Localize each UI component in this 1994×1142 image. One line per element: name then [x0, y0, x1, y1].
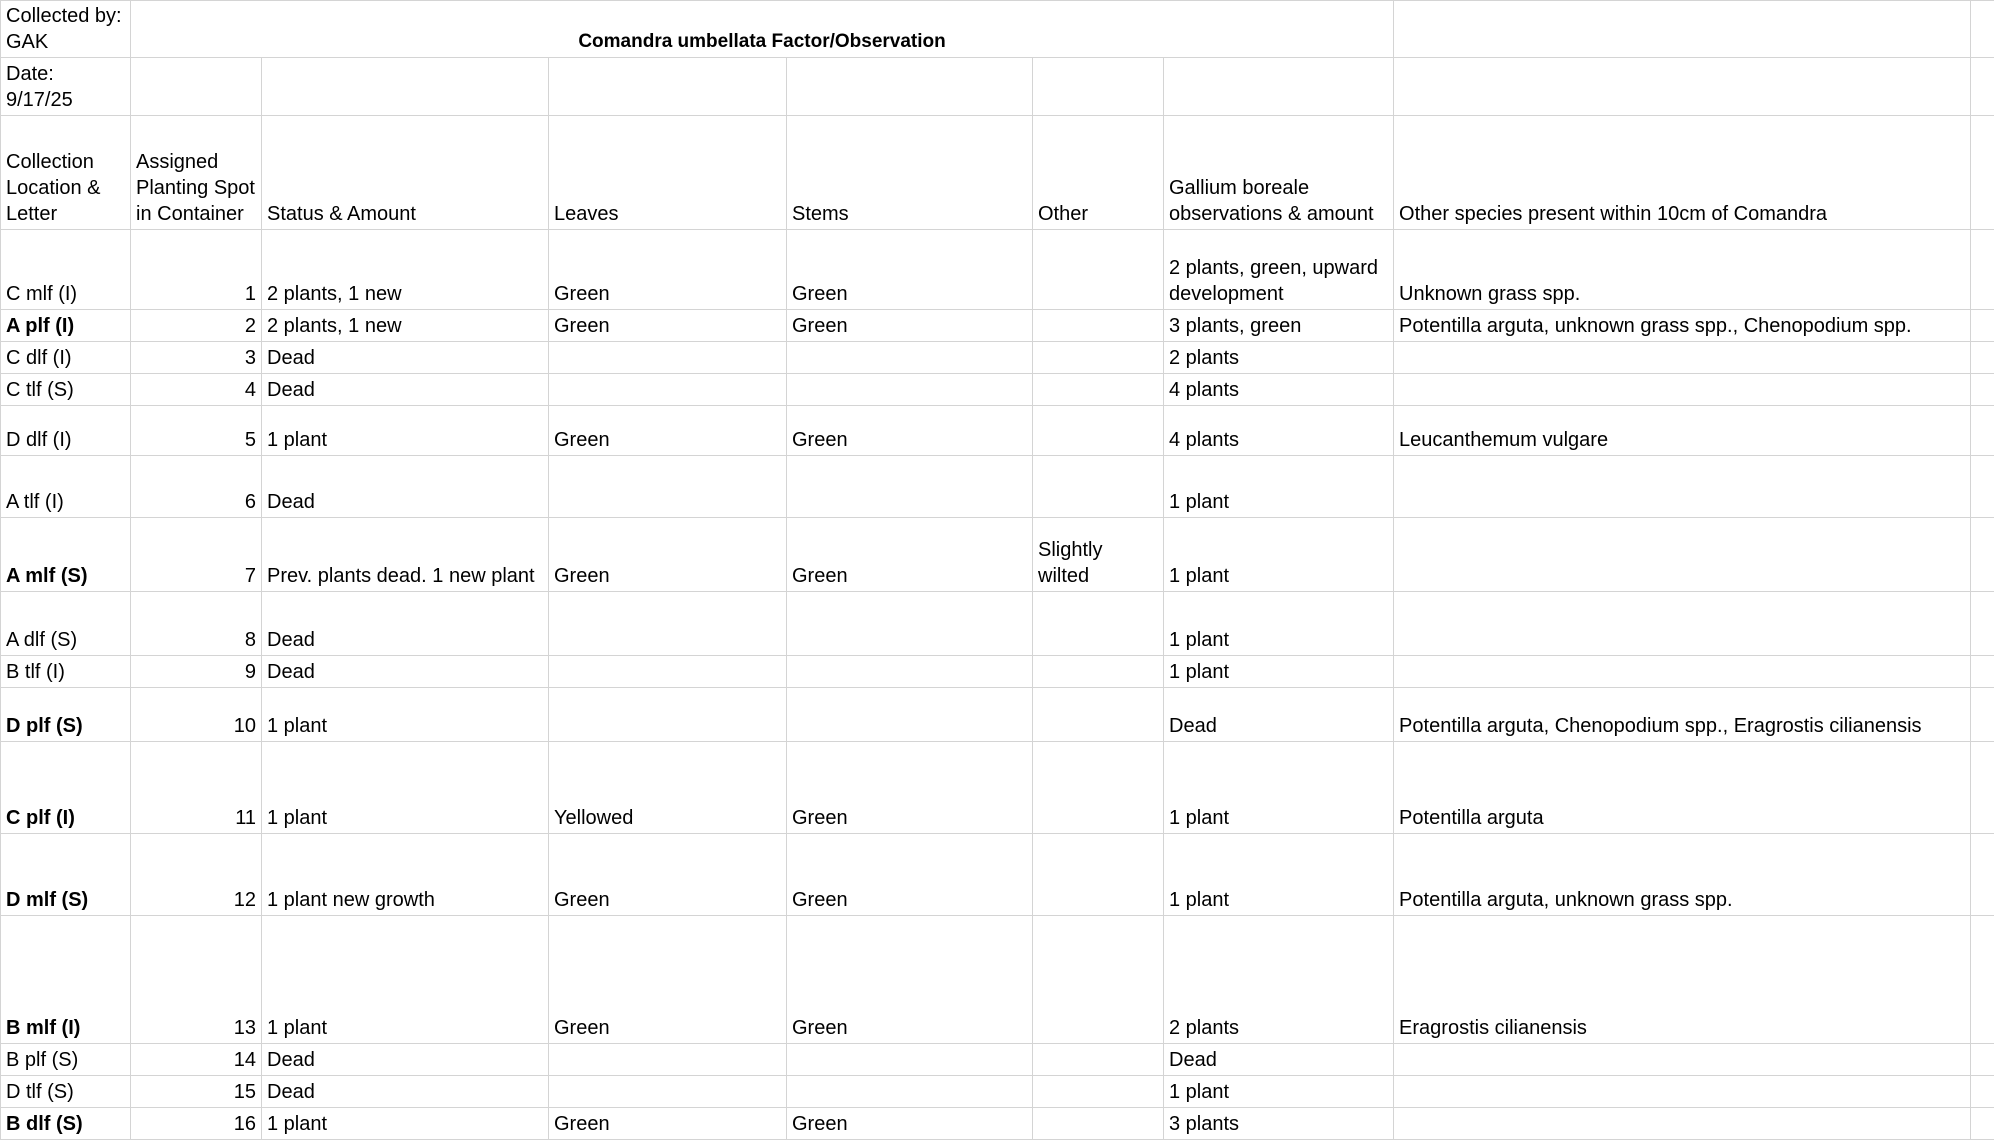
cell-leaves[interactable]: Green — [549, 310, 787, 342]
cell-status[interactable]: 1 plant — [262, 742, 549, 834]
cell-stems[interactable]: Green — [787, 916, 1033, 1044]
cell-stems[interactable]: Green — [787, 406, 1033, 456]
cell-spot[interactable]: 12 — [131, 834, 262, 916]
empty-cell[interactable] — [1971, 374, 1994, 406]
table-row — [1, 518, 1994, 592]
cell-stems[interactable] — [787, 1076, 1033, 1108]
header-stems[interactable]: Stems — [787, 116, 1033, 230]
cell-status[interactable]: Dead — [262, 456, 549, 518]
cell-location[interactable]: D tlf (S) — [1, 1076, 131, 1108]
empty-cell[interactable] — [1971, 1044, 1994, 1076]
cell-other[interactable] — [1033, 230, 1164, 310]
empty-cell[interactable] — [1971, 310, 1994, 342]
cell-status[interactable]: Dead — [262, 1044, 549, 1076]
cell-other[interactable] — [1033, 456, 1164, 518]
cell-stems[interactable] — [787, 1044, 1033, 1076]
cell-gallium[interactable]: 1 plant — [1164, 456, 1394, 518]
empty-cell[interactable] — [1164, 58, 1394, 116]
cell-leaves[interactable] — [549, 1076, 787, 1108]
cell-location[interactable]: D plf (S) — [1, 688, 131, 742]
cell-species[interactable] — [1394, 374, 1971, 406]
cell-stems[interactable]: Green — [787, 310, 1033, 342]
cell-species[interactable]: Unknown grass spp. — [1394, 230, 1971, 310]
cell-gallium[interactable]: 2 plants — [1164, 342, 1394, 374]
cell-location[interactable]: D dlf (I) — [1, 406, 131, 456]
empty-cell[interactable] — [1971, 1, 1994, 58]
empty-cell[interactable] — [1971, 592, 1994, 656]
cell-species[interactable]: Potentilla arguta, Chenopodium spp., Eragrostis cilianensis — [1394, 688, 1971, 742]
cell-spot[interactable]: 14 — [131, 1044, 262, 1076]
cell-stems[interactable] — [787, 656, 1033, 688]
table-row — [1, 342, 1994, 374]
cell-species[interactable] — [1394, 656, 1971, 688]
cell-status[interactable]: Dead — [262, 656, 549, 688]
header-other[interactable]: Other — [1033, 116, 1164, 230]
table-row — [1, 374, 1994, 406]
cell-other[interactable] — [1033, 688, 1164, 742]
cell-gallium[interactable]: 1 plant — [1164, 1076, 1394, 1108]
cell-stems[interactable]: Green — [787, 742, 1033, 834]
cell-leaves[interactable] — [549, 1044, 787, 1076]
cell-stems[interactable]: Green — [787, 230, 1033, 310]
cell-status[interactable]: Prev. plants dead. 1 new plant — [262, 518, 549, 592]
cell-other[interactable] — [1033, 406, 1164, 456]
cell-status[interactable]: 2 plants, 1 new — [262, 230, 549, 310]
cell-leaves[interactable] — [549, 342, 787, 374]
cell-location[interactable]: A mlf (S) — [1, 518, 131, 592]
cell-species[interactable]: Eragrostis cilianensis — [1394, 916, 1971, 1044]
header-species[interactable]: Other species present within 10cm of Comandra — [1394, 116, 1971, 230]
cell-gallium[interactable]: 4 plants — [1164, 406, 1394, 456]
cell-leaves[interactable] — [549, 592, 787, 656]
empty-cell[interactable] — [1971, 518, 1994, 592]
cell-spot[interactable]: 15 — [131, 1076, 262, 1108]
cell-spot[interactable]: 11 — [131, 742, 262, 834]
cell-stems[interactable]: Green — [787, 518, 1033, 592]
cell-location[interactable]: B mlf (I) — [1, 916, 131, 1044]
cell-leaves[interactable] — [549, 656, 787, 688]
empty-cell[interactable] — [131, 58, 262, 116]
cell-status[interactable]: 1 plant new growth — [262, 834, 549, 916]
table-row — [1, 1076, 1994, 1108]
cell-stems[interactable] — [787, 592, 1033, 656]
cell-stems[interactable] — [787, 456, 1033, 518]
cell-gallium[interactable]: 1 plant — [1164, 834, 1394, 916]
cell-status[interactable]: 1 plant — [262, 406, 549, 456]
cell-stems[interactable] — [787, 688, 1033, 742]
table-row — [1, 656, 1994, 688]
empty-cell[interactable] — [1971, 406, 1994, 456]
cell-other[interactable] — [1033, 916, 1164, 1044]
cell-other[interactable] — [1033, 310, 1164, 342]
cell-species[interactable]: Leucanthemum vulgare — [1394, 406, 1971, 456]
header-location[interactable]: Collection Location & Letter — [1, 116, 131, 230]
cell-other[interactable] — [1033, 742, 1164, 834]
cell-species[interactable] — [1394, 342, 1971, 374]
cell-species[interactable]: Potentilla arguta, unknown grass spp., Chenopodium spp. — [1394, 310, 1971, 342]
header-row-collected — [1, 1, 1994, 58]
cell-gallium[interactable]: 2 plants, green, upward development — [1164, 230, 1394, 310]
cell-spot[interactable]: 16 — [131, 1108, 262, 1140]
cell-spot[interactable]: 1 — [131, 230, 262, 310]
cell-other[interactable]: Slightly wilted — [1033, 518, 1164, 592]
empty-cell[interactable] — [1971, 230, 1994, 310]
cell-gallium[interactable]: 2 plants — [1164, 916, 1394, 1044]
header-status[interactable]: Status & Amount — [262, 116, 549, 230]
cell-leaves[interactable] — [549, 456, 787, 518]
table-row — [1, 230, 1994, 310]
collected-by-cell[interactable]: Collected by: GAK — [1, 1, 131, 58]
cell-stems[interactable]: Green — [787, 834, 1033, 916]
header-row-date — [1, 58, 1994, 116]
header-gallium[interactable]: Gallium boreale observations & amount — [1164, 116, 1394, 230]
cell-other[interactable] — [1033, 1076, 1164, 1108]
cell-status[interactable]: 2 plants, 1 new — [262, 310, 549, 342]
table-row — [1, 456, 1994, 518]
empty-cell[interactable] — [1033, 58, 1164, 116]
cell-status[interactable]: 1 plant — [262, 916, 549, 1044]
table-row — [1, 916, 1994, 1044]
cell-gallium[interactable]: 3 plants — [1164, 1108, 1394, 1140]
cell-other[interactable] — [1033, 834, 1164, 916]
cell-gallium[interactable]: 1 plant — [1164, 742, 1394, 834]
cell-other[interactable] — [1033, 374, 1164, 406]
empty-cell[interactable] — [1971, 1108, 1994, 1140]
empty-cell[interactable] — [1971, 916, 1994, 1044]
cell-species[interactable] — [1394, 1044, 1971, 1076]
cell-leaves[interactable]: Green — [549, 518, 787, 592]
cell-stems[interactable] — [787, 342, 1033, 374]
cell-location[interactable]: C mlf (I) — [1, 230, 131, 310]
table-row — [1, 834, 1994, 916]
cell-location[interactable]: C tlf (S) — [1, 374, 131, 406]
cell-species[interactable]: Potentilla arguta — [1394, 742, 1971, 834]
cell-leaves[interactable]: Green — [549, 406, 787, 456]
empty-cell[interactable] — [1971, 656, 1994, 688]
cell-spot[interactable]: 7 — [131, 518, 262, 592]
cell-status[interactable]: 1 plant — [262, 688, 549, 742]
cell-species[interactable]: Potentilla arguta, unknown grass spp. — [1394, 834, 1971, 916]
cell-leaves[interactable]: Green — [549, 230, 787, 310]
header-leaves[interactable]: Leaves — [549, 116, 787, 230]
column-header-row — [1, 116, 1994, 230]
cell-location[interactable]: D mlf (S) — [1, 834, 131, 916]
sheet-title[interactable]: Comandra umbellata Factor/Observation — [131, 1, 1394, 58]
empty-cell[interactable] — [787, 58, 1033, 116]
cell-spot[interactable]: 8 — [131, 592, 262, 656]
cell-spot[interactable]: 5 — [131, 406, 262, 456]
cell-gallium[interactable]: 1 plant — [1164, 656, 1394, 688]
cell-status[interactable]: Dead — [262, 342, 549, 374]
header-spot[interactable]: Assigned Planting Spot in Container — [131, 116, 262, 230]
empty-cell[interactable] — [1971, 116, 1994, 230]
empty-cell[interactable] — [1971, 742, 1994, 834]
empty-cell[interactable] — [1971, 456, 1994, 518]
cell-leaves[interactable]: Yellowed — [549, 742, 787, 834]
empty-cell[interactable] — [262, 58, 549, 116]
cell-leaves[interactable]: Green — [549, 1108, 787, 1140]
cell-other[interactable] — [1033, 1108, 1164, 1140]
cell-location[interactable]: B plf (S) — [1, 1044, 131, 1076]
empty-cell[interactable] — [1971, 688, 1994, 742]
cell-spot[interactable]: 13 — [131, 916, 262, 1044]
cell-species[interactable] — [1394, 1108, 1971, 1140]
cell-leaves[interactable]: Green — [549, 834, 787, 916]
cell-status[interactable]: Dead — [262, 374, 549, 406]
cell-species[interactable] — [1394, 1076, 1971, 1108]
cell-other[interactable] — [1033, 342, 1164, 374]
cell-location[interactable]: A tlf (I) — [1, 456, 131, 518]
cell-leaves[interactable]: Green — [549, 916, 787, 1044]
cell-species[interactable] — [1394, 518, 1971, 592]
cell-stems[interactable]: Green — [787, 1108, 1033, 1140]
cell-location[interactable]: C plf (I) — [1, 742, 131, 834]
cell-status[interactable]: 1 plant — [262, 1108, 549, 1140]
empty-cell[interactable] — [1394, 58, 1971, 116]
cell-status[interactable]: Dead — [262, 1076, 549, 1108]
cell-stems[interactable] — [787, 374, 1033, 406]
cell-spot[interactable]: 4 — [131, 374, 262, 406]
cell-location[interactable]: C dlf (I) — [1, 342, 131, 374]
empty-cell[interactable] — [1971, 342, 1994, 374]
cell-gallium[interactable]: Dead — [1164, 1044, 1394, 1076]
table-row — [1, 406, 1994, 456]
cell-spot[interactable]: 10 — [131, 688, 262, 742]
cell-spot[interactable]: 6 — [131, 456, 262, 518]
table-row — [1, 1044, 1994, 1076]
cell-gallium[interactable]: Dead — [1164, 688, 1394, 742]
empty-cell[interactable] — [1971, 58, 1994, 116]
cell-gallium[interactable]: 3 plants, green — [1164, 310, 1394, 342]
date-cell[interactable]: Date: 9/17/25 — [1, 58, 131, 116]
cell-leaves[interactable] — [549, 374, 787, 406]
cell-gallium[interactable]: 1 plant — [1164, 518, 1394, 592]
cell-status[interactable]: Dead — [262, 592, 549, 656]
table-row — [1, 310, 1994, 342]
cell-other[interactable] — [1033, 656, 1164, 688]
cell-spot[interactable]: 3 — [131, 342, 262, 374]
empty-cell[interactable] — [1394, 1, 1971, 58]
table-row — [1, 688, 1994, 742]
cell-location[interactable]: B tlf (I) — [1, 656, 131, 688]
table-row — [1, 742, 1994, 834]
cell-location[interactable]: A dlf (S) — [1, 592, 131, 656]
cell-gallium[interactable]: 4 plants — [1164, 374, 1394, 406]
cell-location[interactable]: A plf (I) — [1, 310, 131, 342]
cell-leaves[interactable] — [549, 688, 787, 742]
cell-other[interactable] — [1033, 1044, 1164, 1076]
cell-spot[interactable]: 9 — [131, 656, 262, 688]
cell-gallium[interactable]: 1 plant — [1164, 592, 1394, 656]
table-row — [1, 592, 1994, 656]
empty-cell[interactable] — [1971, 1076, 1994, 1108]
cell-other[interactable] — [1033, 592, 1164, 656]
cell-species[interactable] — [1394, 592, 1971, 656]
empty-cell[interactable] — [1971, 834, 1994, 916]
cell-species[interactable] — [1394, 456, 1971, 518]
cell-location[interactable]: B dlf (S) — [1, 1108, 131, 1140]
empty-cell[interactable] — [549, 58, 787, 116]
cell-spot[interactable]: 2 — [131, 310, 262, 342]
table-row — [1, 1108, 1994, 1140]
